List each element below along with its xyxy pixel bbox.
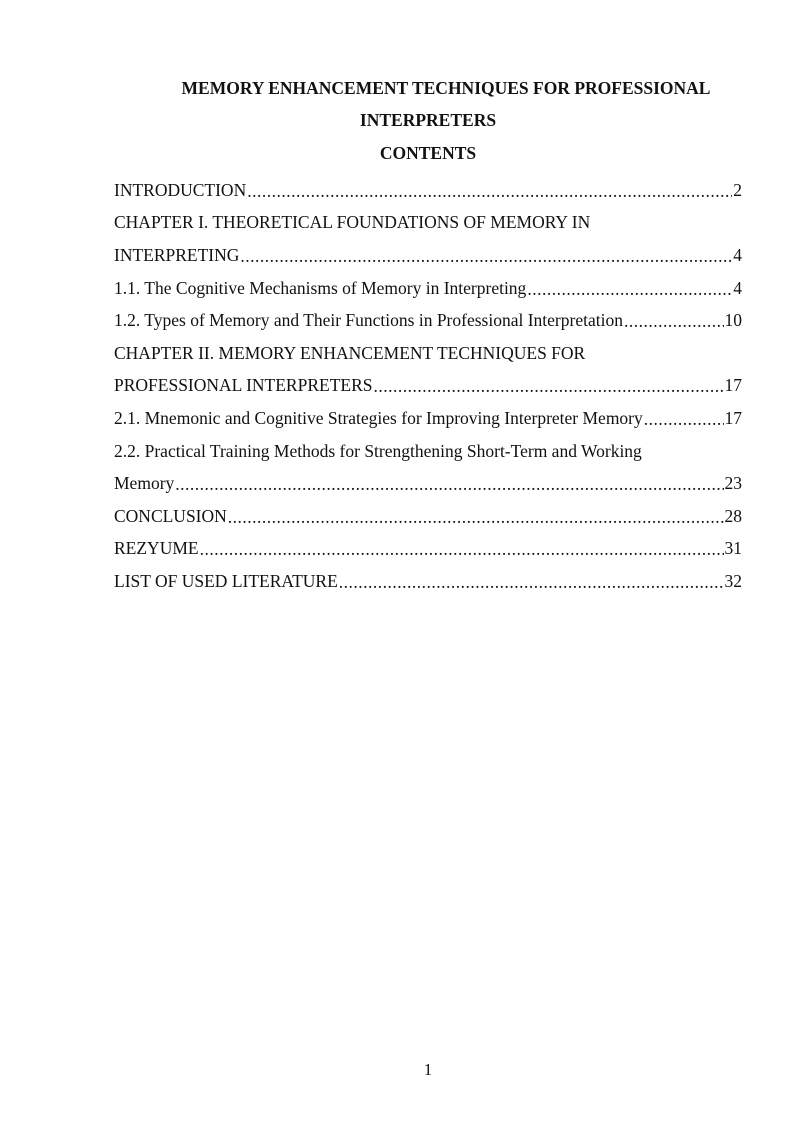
toc-dot-leader <box>527 279 732 300</box>
toc-entry-label: INTERPRETING <box>114 244 240 265</box>
toc-entry-section-1-2 <box>114 304 742 337</box>
toc-entry-page: 28 <box>724 505 742 526</box>
toc-dot-leader <box>200 539 724 560</box>
toc-entry-label: CHAPTER II. MEMORY ENHANCEMENT TECHNIQUES FOR <box>114 342 586 363</box>
toc-entry-chapter-2-line-2 <box>114 370 742 403</box>
contents-heading: CONTENTS <box>379 143 477 163</box>
toc-dot-leader <box>339 572 724 593</box>
toc-dot-leader <box>175 474 723 495</box>
toc-dot-leader <box>624 311 724 332</box>
toc-entry-label: CONCLUSION <box>114 505 227 526</box>
toc-dot-leader <box>644 409 724 430</box>
toc-entry-literature <box>114 565 742 598</box>
document-title-line-2: INTERPRETERS <box>359 110 497 130</box>
toc-entry-page: 32 <box>724 570 742 591</box>
toc-entry-label: LIST OF USED LITERATURE <box>114 570 338 591</box>
document-title-line-1: MEMORY ENHANCEMENT TECHNIQUES FOR PROFESSIONAL <box>181 78 711 98</box>
toc-entry-page: 4 <box>733 277 742 298</box>
toc-entry-introduction <box>114 174 742 207</box>
toc-dot-leader <box>247 181 732 202</box>
toc-entry-section-1-1 <box>114 272 742 305</box>
toc-entry-conclusion <box>114 500 742 533</box>
toc-entry-label: 1.2. Types of Memory and Their Functions in Professional Interpretation <box>114 310 623 331</box>
toc-entry-page: 2 <box>733 179 742 200</box>
toc-entry-chapter-1-line-2 <box>114 239 742 272</box>
toc-entry-label: 1.1. The Cognitive Mechanisms of Memory in Interpreting <box>114 277 527 298</box>
toc-entry-page: 17 <box>724 375 742 396</box>
toc-entry-chapter-2-line-1 <box>114 337 742 370</box>
toc-entry-chapter-1-line-1 <box>114 207 742 240</box>
toc-entry-label: 2.1. Mnemonic and Cognitive Strategies for Improving Interpreter Memory <box>114 407 643 428</box>
table-of-contents <box>114 174 742 598</box>
toc-dot-leader <box>240 246 732 267</box>
toc-dot-leader <box>373 376 723 397</box>
toc-entry-page: 31 <box>724 538 742 559</box>
toc-entry-section-2-1 <box>114 402 742 435</box>
toc-entry-label: INTRODUCTION <box>114 179 247 200</box>
toc-entry-section-2-2-line-1 <box>114 435 742 468</box>
toc-entry-label: Memory <box>114 473 175 494</box>
toc-entry-rezyume <box>114 533 742 566</box>
toc-dot-leader <box>228 507 724 528</box>
toc-entry-section-2-2-line-2 <box>114 467 742 500</box>
toc-entry-label: CHAPTER I. THEORETICAL FOUNDATIONS OF MEMORY IN <box>114 212 591 233</box>
toc-entry-page: 17 <box>724 407 742 428</box>
toc-entry-label: PROFESSIONAL INTERPRETERS <box>114 375 373 396</box>
toc-entry-label: 2.2. Practical Training Methods for Strengthening Short-Term and Working <box>114 440 642 461</box>
page-number: 1 <box>423 1060 433 1079</box>
toc-entry-page: 4 <box>733 244 742 265</box>
toc-entry-page: 10 <box>724 310 742 331</box>
toc-entry-label: REZYUME <box>114 538 199 559</box>
toc-entry-page: 23 <box>724 473 742 494</box>
